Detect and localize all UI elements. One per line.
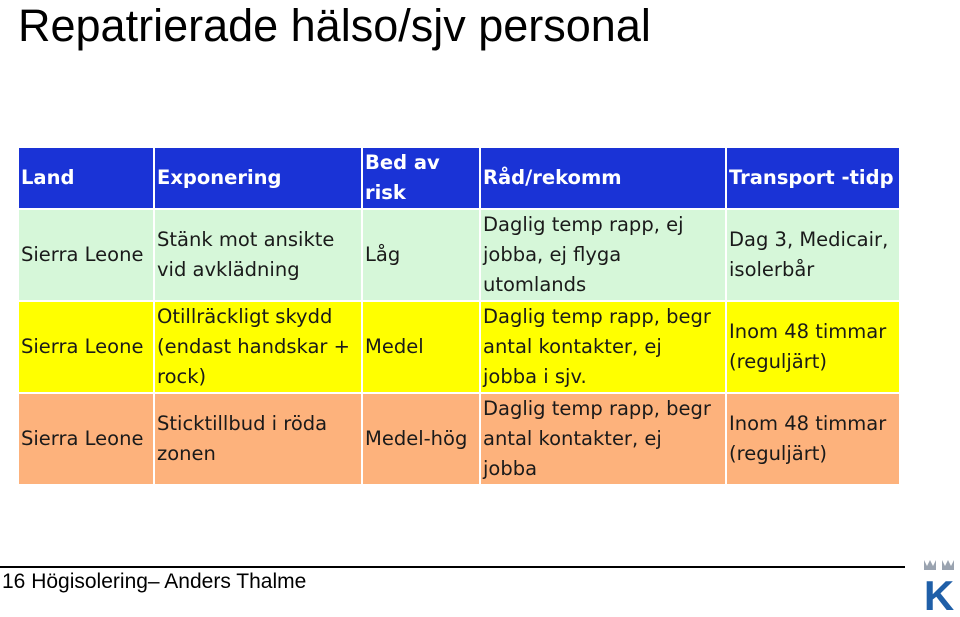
logo-letter: K [923,572,955,612]
cell-risk [363,302,479,392]
table-header-row [19,148,899,208]
header-exponering: Exponering [155,148,361,208]
cell-exponering [155,394,361,484]
cell-rad [481,302,725,392]
cell-transport [727,394,899,484]
cell-land-text: Sierra Leone [21,335,144,358]
cell-transport [727,302,899,392]
cell-land-text: Sierra Leone [21,243,144,266]
header-risk: Bed av risk [363,148,479,208]
cell-transport [727,210,899,300]
cell-transport-text: Dag 3, Medicair, isolerbår [729,228,889,281]
cell-transport-text: Inom 48 timmar (reguljärt) [729,412,887,465]
table-row [19,302,899,392]
cell-exponering-text: Otillräckligt skydd (endast handskar + rock) [157,305,350,388]
cell-risk [363,210,479,300]
cell-rad-text: Daglig temp rapp, ej jobba, ej flyga utomlands [483,213,684,296]
cell-land [19,210,153,300]
cell-rad [481,394,725,484]
table-row [19,210,899,300]
cell-exponering-text: Sticktillbud i röda zonen [157,412,328,465]
cell-rad-text: Daglig temp rapp, begr antal kontakter, ej jobba [483,397,711,480]
risk-table [17,146,901,486]
crown-left-icon [924,560,936,570]
crown-right-icon [942,560,954,570]
cell-risk-text: Medel [365,335,424,358]
cell-exponering [155,302,361,392]
cell-rad [481,210,725,300]
cell-risk-text: Låg [365,243,401,266]
karolinska-logo [918,556,960,612]
cell-rad-text: Daglig temp rapp, begr antal kontakter, ej jobba i sjv. [483,305,711,388]
cell-exponering-text: Stänk mot ansikte vid avklädning [157,228,335,281]
cell-land [19,302,153,392]
cell-transport-text: Inom 48 timmar (reguljärt) [729,320,887,373]
header-transport: Transport -tidp [727,148,899,208]
cell-land [19,394,153,484]
slide-footer: 16 Högisolering– Anders Thalme [2,570,307,593]
cell-exponering [155,210,361,300]
cell-risk [363,394,479,484]
cell-risk-text: Medel-hög [365,427,468,450]
slide-title: Repatrierade hälso/sjv personal [18,0,651,51]
footer-divider [0,566,905,568]
header-land: Land [19,148,153,208]
cell-land-text: Sierra Leone [21,427,144,450]
crown-k-logo-icon [918,556,960,612]
header-rad: Råd/rekomm [481,148,725,208]
table-row [19,394,899,484]
